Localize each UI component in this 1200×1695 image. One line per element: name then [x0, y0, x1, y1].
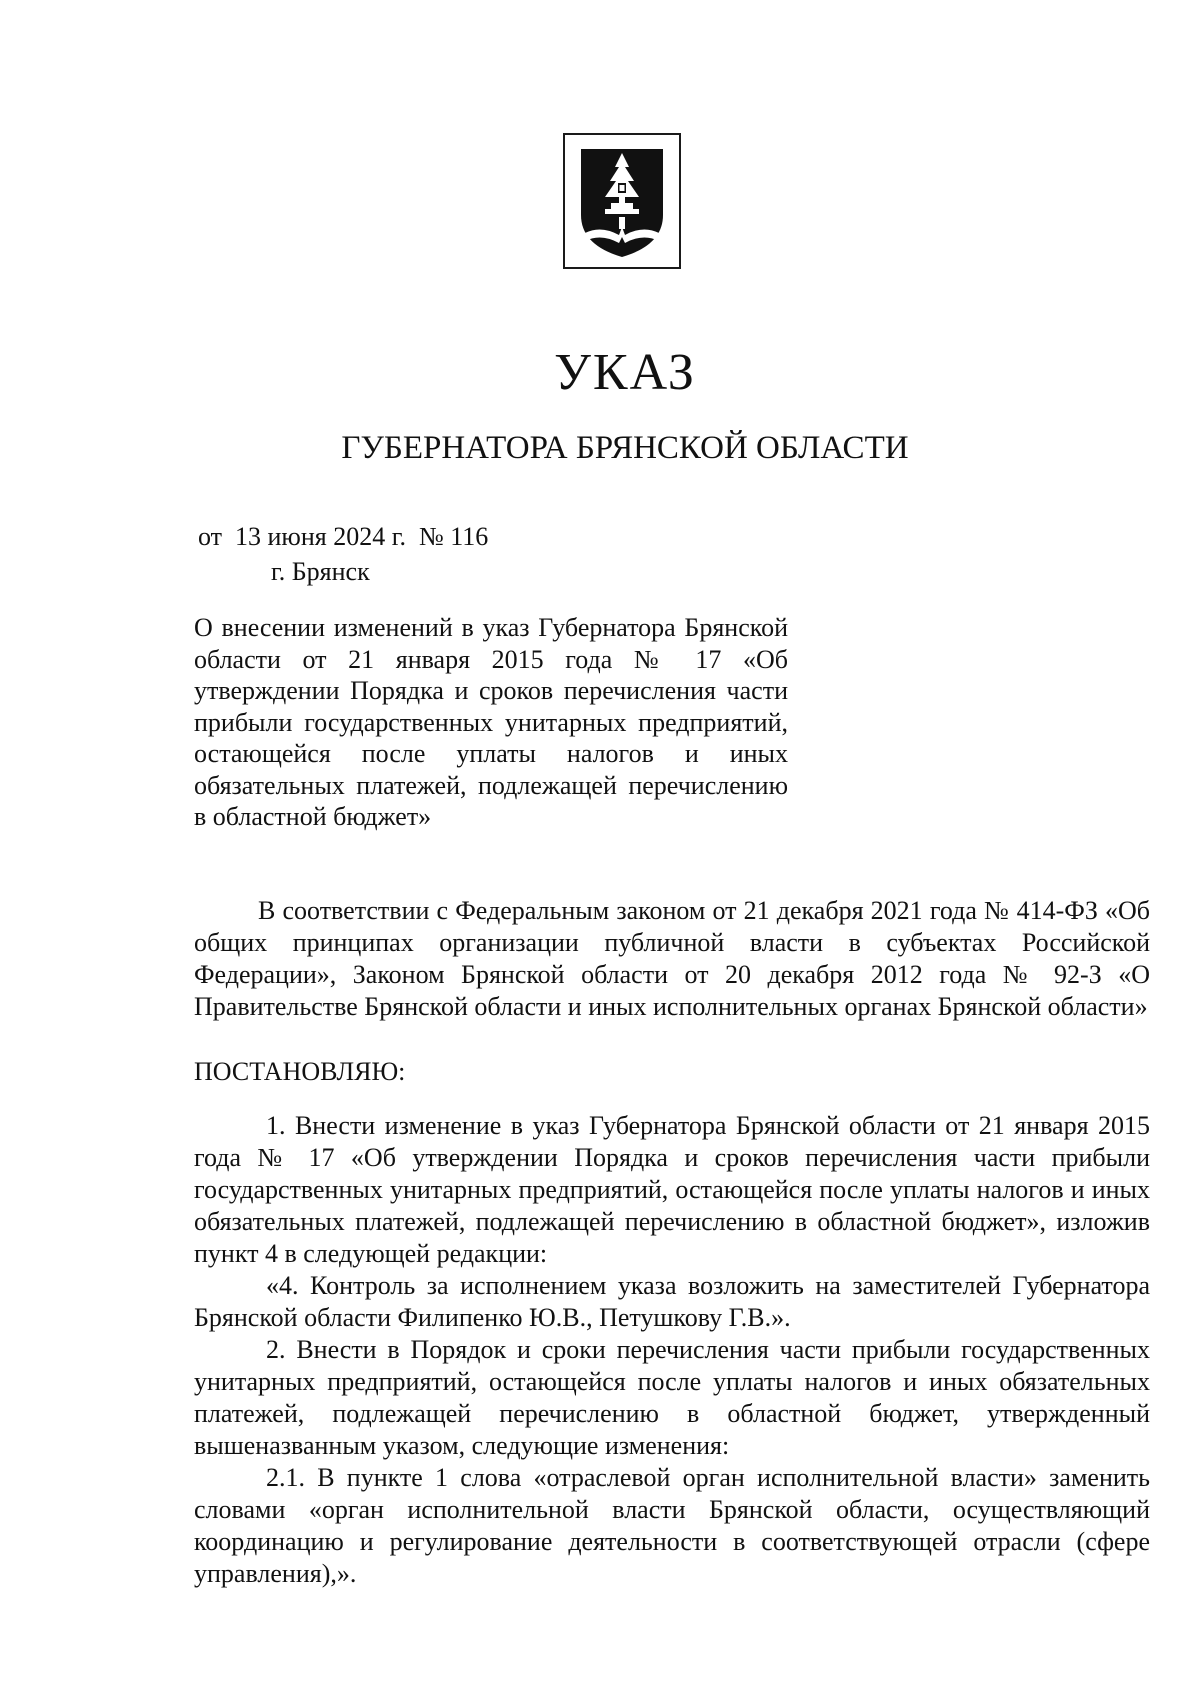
decree-word: ПОСТАНОВЛЯЮ:: [194, 1057, 406, 1086]
document-heading: О внесении изменений в указ Губернатора Брянской области от 21 января 2015 года № 17 «Об утверждении Порядка и сроков перечисления части прибыли государственных унитарных предприятий, остающейся после уплаты налогов и иных обязательных платежей, подлежащей перечислению в областной бюджет»: [194, 613, 788, 831]
decree-items: [194, 1110, 1150, 1590]
preamble-paragraph: В соответствии с Федеральным законом от 21 декабря 2021 года № 414-ФЗ «Об общих принципах организации публичной власти в субъектах Российской Федерации», Законом Брянской области от 20 декабря 2012 года № 92-З «О Правительстве Брянской области и иных исполнительных органах Брянской области»: [194, 896, 1150, 1021]
decree-item: 2.1. В пункте 1 слова «отраслевой орган исполнительной власти» заменить словами «орган исполнительной власти Брянской области, осуществляющий координацию и регулирование деятельности в соответствующей отрасли (сфере управления),».: [194, 1463, 1150, 1588]
preamble: [194, 895, 1150, 1023]
document-subtitle: ГУБЕРНАТОРА БРЯНСКОЙ ОБЛАСТИ: [341, 430, 909, 466]
coat-of-arms-icon: [567, 137, 677, 265]
document-city: г. Брянск: [271, 557, 370, 586]
document-title: УКАЗ: [554, 344, 696, 401]
decree-item: 2. Внести в Порядок и сроки перечисления части прибыли государственных унитарных предприятий, остающейся после уплаты налогов и иных обязательных платежей, подлежащей перечислению в областной бюджет, утвержденный вышеназванным указом, следующие изменения:: [194, 1335, 1150, 1460]
coat-of-arms-emblem: [563, 133, 681, 269]
document-date-number: от 13 июня 2024 г. № 116: [198, 522, 489, 551]
decree-item: «4. Контроль за исполнением указа возложить на заместителей Губернатора Брянской области Филипенко Ю.В., Петушкову Г.В.».: [194, 1271, 1150, 1332]
decree-item: 1. Внести изменение в указ Губернатора Брянской области от 21 января 2015 года № 17 «Об утверждении Порядка и сроков перечисления части прибыли государственных унитарных предприятий, остающейся после уплаты налогов и иных обязательных платежей, подлежащей перечислению в областной бюджет», изложив пункт 4 в следующей редакции:: [194, 1111, 1150, 1268]
